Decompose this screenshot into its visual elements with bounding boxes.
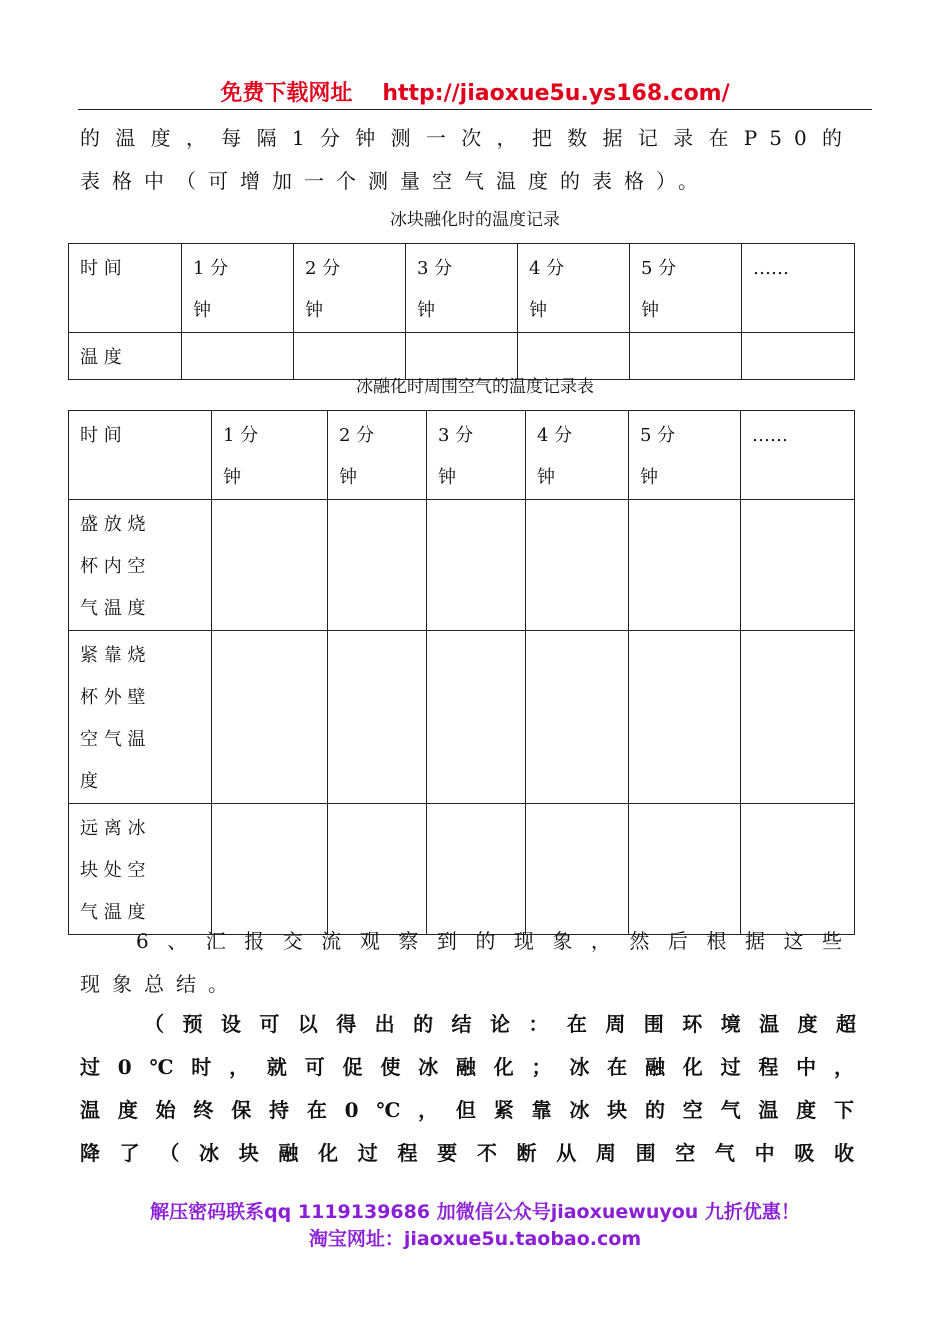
table1-header-text: 时 间: [80, 258, 122, 279]
table2-empty-cell[interactable]: [629, 500, 741, 631]
table2-empty-cell[interactable]: [212, 631, 328, 804]
table1-header-text: 2 分 钟: [305, 258, 341, 321]
step6-line-1: 6、汇报交流观察到的现象，然后根据这些: [136, 929, 854, 953]
conclusion-line-2: 过0℃时，就可促使冰融化；冰在融化过程中，: [80, 1055, 854, 1079]
table2-empty-cell[interactable]: [427, 804, 526, 935]
conclusion-line-1: （预设可以得出的结论：在周围环境温度超: [144, 1012, 856, 1036]
table2-row-outer-wall: [69, 631, 855, 804]
table2-empty-cell[interactable]: [427, 631, 526, 804]
table2-header-cell: [328, 411, 427, 500]
table2-empty-cell[interactable]: [427, 500, 526, 631]
table1-header-cell: [182, 244, 294, 333]
table1-header-text: ……: [753, 258, 789, 279]
table2-empty-cell[interactable]: [328, 631, 427, 804]
table2-caption: 冰融化时周围空气的温度记录表: [356, 377, 594, 397]
table2-row-inside-beaker: [69, 500, 855, 631]
table1-empty-cell[interactable]: [518, 333, 630, 380]
header-label: 免费下载网址: [220, 81, 353, 106]
table1-empty-cell[interactable]: [742, 333, 855, 380]
table1-header-cell: [742, 244, 855, 333]
table1-empty-cell[interactable]: [406, 333, 518, 380]
air-temperature-table: [68, 410, 855, 935]
table1-row-label: [69, 333, 182, 380]
table2-empty-cell[interactable]: [741, 500, 855, 631]
table1-header-cell: [294, 244, 406, 333]
download-header: [0, 76, 950, 107]
table2-row-label-text: 远 离 冰 块 处 空 气 温 度: [80, 818, 146, 923]
table2-empty-cell[interactable]: [629, 804, 741, 935]
intro-line-1: 的温度，每隔1分钟测一次，把数据记录在P50的: [80, 126, 854, 150]
table2-empty-cell[interactable]: [526, 500, 629, 631]
table2-empty-cell[interactable]: [526, 631, 629, 804]
table2-empty-cell[interactable]: [526, 804, 629, 935]
table2-empty-cell[interactable]: [212, 804, 328, 935]
header-url-link[interactable]: http://jiaoxue5u.ys168.com/: [382, 81, 730, 106]
table2-header-text: 2 分 钟: [339, 425, 375, 488]
footer-taobao-link[interactable]: 淘宝网址：jiaoxue5u.taobao.com: [308, 1228, 642, 1250]
table2-header-cell: [629, 411, 741, 500]
footer-contact: 解压密码联系qq 1119139686 加微信公众号jiaoxuewuyou 九折优惠！: [150, 1201, 800, 1223]
table2-header-text: 5 分 钟: [640, 425, 676, 488]
table2-row-label: [69, 804, 212, 935]
ice-temperature-table: [68, 243, 855, 380]
table2-header-text: 3 分 钟: [438, 425, 474, 488]
table1-temperature-row: [69, 333, 855, 380]
table2-empty-cell[interactable]: [741, 631, 855, 804]
table2-header-cell: [212, 411, 328, 500]
table2-header-cell: [427, 411, 526, 500]
table2-header-cell: [69, 411, 212, 500]
table2-header-text: 时 间: [80, 425, 122, 446]
table1-header-text: 4 分 钟: [529, 258, 565, 321]
table1-header-cell: [518, 244, 630, 333]
table2-header-cell: [526, 411, 629, 500]
table2-empty-cell[interactable]: [629, 631, 741, 804]
table2-row-far-from-ice: [69, 804, 855, 935]
table1-empty-cell[interactable]: [630, 333, 742, 380]
table2-header-text: 1 分 钟: [223, 425, 259, 488]
header-divider: [78, 109, 872, 110]
table2-row-label: [69, 500, 212, 631]
table2-empty-cell[interactable]: [741, 804, 855, 935]
table1-empty-cell[interactable]: [294, 333, 406, 380]
step6-line-2: 现象总结。: [80, 972, 240, 996]
table1-header-text: 1 分 钟: [193, 258, 229, 321]
table1-caption: 冰块融化时的温度记录: [390, 210, 560, 230]
table1-header-text: 5 分 钟: [641, 258, 677, 321]
conclusion-line-3: 温度始终保持在0℃，但紧靠冰块的空气温度下: [80, 1098, 854, 1122]
table2-empty-cell[interactable]: [212, 500, 328, 631]
table2-header-text: ……: [752, 425, 788, 446]
table1-header-cell: [69, 244, 182, 333]
table1-header-text: 3 分 钟: [417, 258, 453, 321]
table1-header-cell: [630, 244, 742, 333]
table1-header-cell: [406, 244, 518, 333]
table2-row-label: [69, 631, 212, 804]
table1-header-row: [69, 244, 855, 333]
table1-empty-cell[interactable]: [182, 333, 294, 380]
table2-header-row: [69, 411, 855, 500]
table2-row-label-text: 盛 放 烧 杯 内 空 气 温 度: [80, 514, 146, 619]
table1-row-label-text: 温 度: [80, 347, 122, 368]
table2-header-cell: [741, 411, 855, 500]
table2-header-text: 4 分 钟: [537, 425, 573, 488]
table2-row-label-text: 紧 靠 烧 杯 外 壁 空 气 温 度: [80, 645, 146, 792]
table2-empty-cell[interactable]: [328, 500, 427, 631]
conclusion-line-4: 降了（冰块融化过程要不断从周围空气中吸收: [80, 1141, 854, 1165]
intro-line-2: 表格中（可增加一个测量空气温度的表格）。: [80, 169, 710, 193]
table2-empty-cell[interactable]: [328, 804, 427, 935]
